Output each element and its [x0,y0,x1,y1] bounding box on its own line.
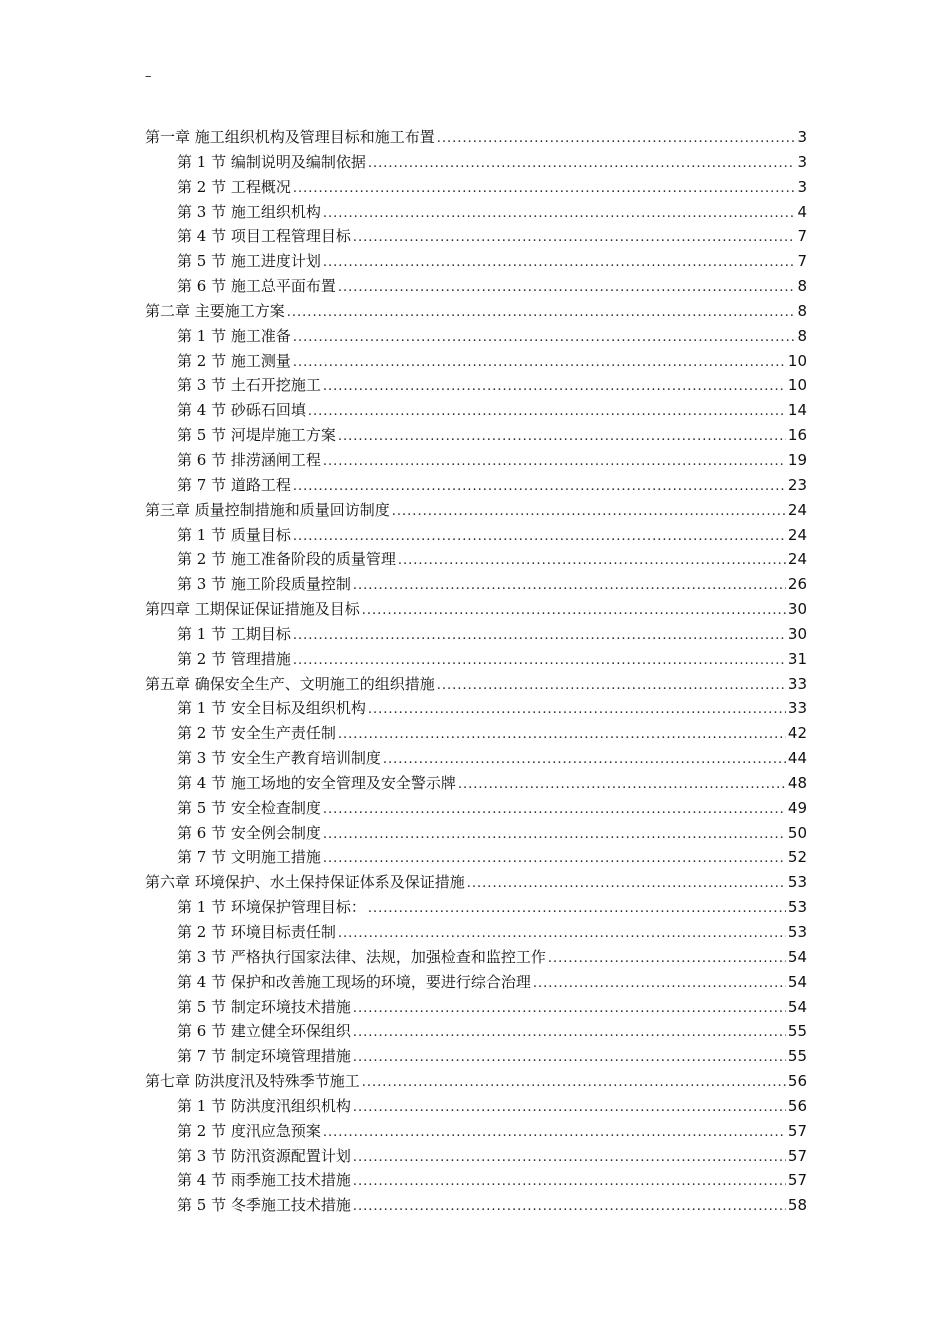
toc-page-number: 57 [787,1121,807,1140]
toc-entry-label: 第 1 节 施工准备 [177,326,291,345]
toc-section-entry[interactable] [145,895,807,920]
toc-page-number: 3 [797,152,807,171]
toc-entry-label: 第二章 主要施工方案 [145,301,285,320]
toc-dot-leader [353,997,786,1022]
toc-section-entry[interactable] [145,373,807,398]
toc-entry-label: 第五章 确保安全生产、文明施工的组织措施 [145,674,435,693]
toc-section-entry[interactable] [145,398,807,423]
toc-section-entry[interactable] [145,448,807,473]
toc-page-number: 23 [787,475,807,494]
toc-entry-label: 第 1 节 质量目标 [177,525,291,544]
toc-page-number: 58 [787,1196,807,1215]
toc-dot-leader [368,698,786,723]
toc-page-number: 24 [787,525,807,544]
toc-chapter-entry[interactable] [145,498,807,523]
toc-section-entry[interactable] [145,647,807,672]
toc-page-number: 4 [797,202,807,221]
toc-page-number: 49 [787,798,807,817]
toc-section-entry[interactable] [145,349,807,374]
toc-section-entry[interactable] [145,175,807,200]
toc-dot-leader [308,400,786,425]
toc-page-number: 24 [787,550,807,569]
toc-dot-leader [353,226,796,251]
toc-entry-label: 第 7 节 制定环境管理措施 [177,1047,351,1066]
toc-entry-label: 第 2 节 环境目标责任制 [177,923,336,941]
toc-page-number: 16 [787,426,807,445]
toc-dot-leader [437,674,786,699]
toc-page-number: 33 [787,674,807,693]
toc-entry-label: 第 3 节 安全生产教育培训制度 [177,749,381,768]
toc-section-entry[interactable] [145,1119,807,1144]
toc-page-number: 54 [787,947,807,966]
toc-dot-leader [368,897,786,922]
toc-section-entry[interactable] [145,1094,807,1119]
toc-dot-leader [353,1146,786,1171]
toc-page-number: 14 [787,401,807,420]
toc-dot-leader [293,351,786,376]
toc-page-number: 19 [787,450,807,469]
toc-section-entry[interactable] [145,150,807,175]
toc-entry-label: 第 2 节 施工测量 [177,351,291,370]
toc-dot-leader [353,1195,786,1220]
toc-section-entry[interactable] [145,622,807,647]
toc-dot-leader [368,152,796,177]
toc-dot-leader [362,1071,786,1096]
toc-dot-leader [323,1121,786,1146]
toc-dot-leader [338,425,786,450]
toc-dot-leader [467,872,786,897]
toc-section-entry[interactable] [145,523,807,548]
toc-page-number: 55 [787,1022,807,1041]
toc-dot-leader [437,127,796,152]
toc-page-number: 8 [797,277,807,296]
toc-section-entry[interactable] [145,423,807,448]
toc-page-number: 53 [787,923,807,941]
toc-page-number: 3 [797,177,807,196]
toc-page-number: 50 [787,823,807,842]
toc-entry-label: 第 6 节 施工总平面布置 [177,277,336,296]
toc-page-number: 10 [787,376,807,395]
toc-entry-label: 第 4 节 保护和改善施工现场的环境，要进行综合治理 [177,972,531,991]
toc-entry-label: 第 6 节 建立健全环保组织 [177,1022,351,1041]
toc-entry-label: 第 5 节 制定环境技术措施 [177,997,351,1016]
toc-entry-label: 第 1 节 编制说明及编制依据 [177,152,366,171]
toc-dot-leader [293,177,796,202]
toc-section-entry[interactable] [145,721,807,746]
toc-entry-label: 第 1 节 工期目标 [177,624,291,643]
toc-section-entry[interactable] [145,796,807,821]
toc-dot-leader [293,326,796,351]
toc-dot-leader [323,202,796,227]
toc-section-entry[interactable] [145,970,807,995]
toc-entry-label: 第一章 施工组织机构及管理目标和施工布置 [145,128,435,146]
toc-page-number: 7 [797,252,807,271]
toc-section-entry[interactable] [145,920,807,945]
toc-section-entry[interactable] [145,473,807,498]
toc-chapter-entry[interactable] [145,299,807,324]
toc-dot-leader [353,1021,786,1046]
toc-chapter-entry[interactable] [145,125,807,150]
toc-dot-leader [392,500,786,525]
toc-entry-label: 第 7 节 道路工程 [177,475,291,494]
toc-page-number: 30 [787,624,807,643]
toc-entry-label: 第 4 节 项目工程管理目标 [177,227,351,246]
toc-dot-leader [362,599,786,624]
toc-page-number: 8 [797,326,807,345]
toc-page-number: 54 [787,972,807,991]
toc-chapter-entry[interactable] [145,1069,807,1094]
toc-dot-leader [338,723,786,748]
toc-chapter-entry[interactable] [145,672,807,697]
toc-entry-label: 第七章 防洪度汛及特殊季节施工 [145,1072,360,1091]
toc-dot-leader [323,251,796,276]
toc-page-number: 24 [787,500,807,519]
toc-dot-leader [323,450,786,475]
toc-entry-label: 第 3 节 防汛资源配置计划 [177,1146,351,1165]
header-mark: – [145,69,152,84]
toc-section-entry[interactable] [145,945,807,970]
toc-entry-label: 第六章 环境保护、水土保持保证体系及保证措施 [145,873,465,892]
toc-section-entry[interactable] [145,224,807,249]
toc-dot-leader [398,549,786,574]
toc-page-number: 53 [787,873,807,892]
toc-chapter-entry[interactable] [145,597,807,622]
toc-dot-leader [353,1170,786,1195]
toc-entry-label: 第 3 节 施工组织机构 [177,202,321,221]
toc-entry-label: 第 2 节 施工准备阶段的质量管理 [177,550,396,569]
toc-section-entry[interactable] [145,572,807,597]
toc-dot-leader [323,823,786,848]
toc-section-entry[interactable] [145,1044,807,1069]
toc-page-number: 44 [787,749,807,768]
toc-dot-leader [548,947,786,972]
toc-page-number: 52 [787,848,807,867]
toc-page-number: 54 [787,997,807,1016]
toc-dot-leader [353,574,786,599]
toc-page-number: 7 [797,227,807,246]
toc-section-entry[interactable] [145,821,807,846]
toc-entry-label: 第 7 节 文明施工措施 [177,848,321,867]
toc-section-entry[interactable] [145,324,807,349]
toc-entry-label: 第 3 节 施工阶段质量控制 [177,575,351,594]
toc-dot-leader [287,301,796,326]
toc-page-number: 33 [787,699,807,718]
toc-entry-label: 第三章 质量控制措施和质量回访制度 [145,500,390,519]
toc-dot-leader [293,475,786,500]
toc-entry-label: 第 4 节 砂砾石回填 [177,401,306,420]
toc-entry-label: 第 2 节 度汛应急预案 [177,1121,321,1140]
toc-entry-label: 第 3 节 严格执行国家法律、法规，加强检查和监控工作 [177,947,546,966]
toc-section-entry[interactable] [145,771,807,796]
toc-page-number: 56 [787,1096,807,1115]
toc-entry-label: 第 2 节 管理措施 [177,649,291,668]
toc-page-number: 53 [787,898,807,917]
table-of-contents [145,125,807,1218]
toc-dot-leader [533,972,786,997]
toc-dot-leader [293,525,786,550]
toc-section-entry[interactable] [145,547,807,572]
toc-entry-label: 第 5 节 安全检查制度 [177,798,321,817]
toc-page-number: 31 [787,649,807,668]
toc-chapter-entry[interactable] [145,870,807,895]
toc-section-entry[interactable] [145,200,807,225]
toc-page-number: 48 [787,773,807,792]
toc-entry-label: 第 2 节 安全生产责任制 [177,724,336,743]
toc-page-number: 56 [787,1072,807,1091]
toc-entry-label: 第 4 节 施工场地的安全管理及安全警示牌 [177,773,456,792]
toc-section-entry[interactable] [145,249,807,274]
toc-dot-leader [293,624,786,649]
toc-page-number: 30 [787,600,807,619]
toc-dot-leader [323,847,786,872]
toc-dot-leader [323,375,786,400]
toc-entry-label: 第 6 节 安全例会制度 [177,823,321,842]
toc-dot-leader [293,649,786,674]
toc-section-entry[interactable] [145,1019,807,1044]
toc-section-entry[interactable] [145,1144,807,1169]
toc-section-entry[interactable] [145,995,807,1020]
toc-entry-label: 第四章 工期保证保证措施及目标 [145,600,360,619]
toc-page-number: 42 [787,724,807,743]
toc-dot-leader [383,748,786,773]
toc-dot-leader [353,1096,786,1121]
toc-entry-label: 第 5 节 河堤岸施工方案 [177,426,336,445]
toc-entry-label: 第 2 节 工程概况 [177,177,291,196]
toc-section-entry[interactable] [145,696,807,721]
toc-entry-label: 第 6 节 排涝涵闸工程 [177,450,321,469]
toc-dot-leader [338,276,796,301]
toc-section-entry[interactable] [145,1193,807,1218]
toc-page-number: 57 [787,1146,807,1165]
toc-dot-leader [353,1046,786,1071]
toc-entry-label: 第 1 节 安全目标及组织机构 [177,699,366,718]
toc-page-number: 26 [787,575,807,594]
toc-entry-label: 第 3 节 土石开挖施工 [177,376,321,395]
toc-section-entry[interactable] [145,845,807,870]
toc-entry-label: 第 1 节 环境保护管理目标： [177,898,366,917]
toc-page-number: 3 [797,128,807,146]
toc-entry-label: 第 4 节 雨季施工技术措施 [177,1171,351,1190]
toc-dot-leader [338,922,786,947]
toc-entry-label: 第 5 节 施工进度计划 [177,252,321,271]
toc-section-entry[interactable] [145,274,807,299]
toc-page-number: 57 [787,1171,807,1190]
toc-entry-label: 第 5 节 冬季施工技术措施 [177,1196,351,1215]
toc-page-number: 55 [787,1047,807,1066]
toc-dot-leader [323,798,786,823]
toc-page-number: 8 [797,301,807,320]
toc-entry-label: 第 1 节 防洪度汛组织机构 [177,1096,351,1115]
toc-section-entry[interactable] [145,1168,807,1193]
toc-dot-leader [458,773,786,798]
toc-section-entry[interactable] [145,746,807,771]
toc-page-number: 10 [787,351,807,370]
